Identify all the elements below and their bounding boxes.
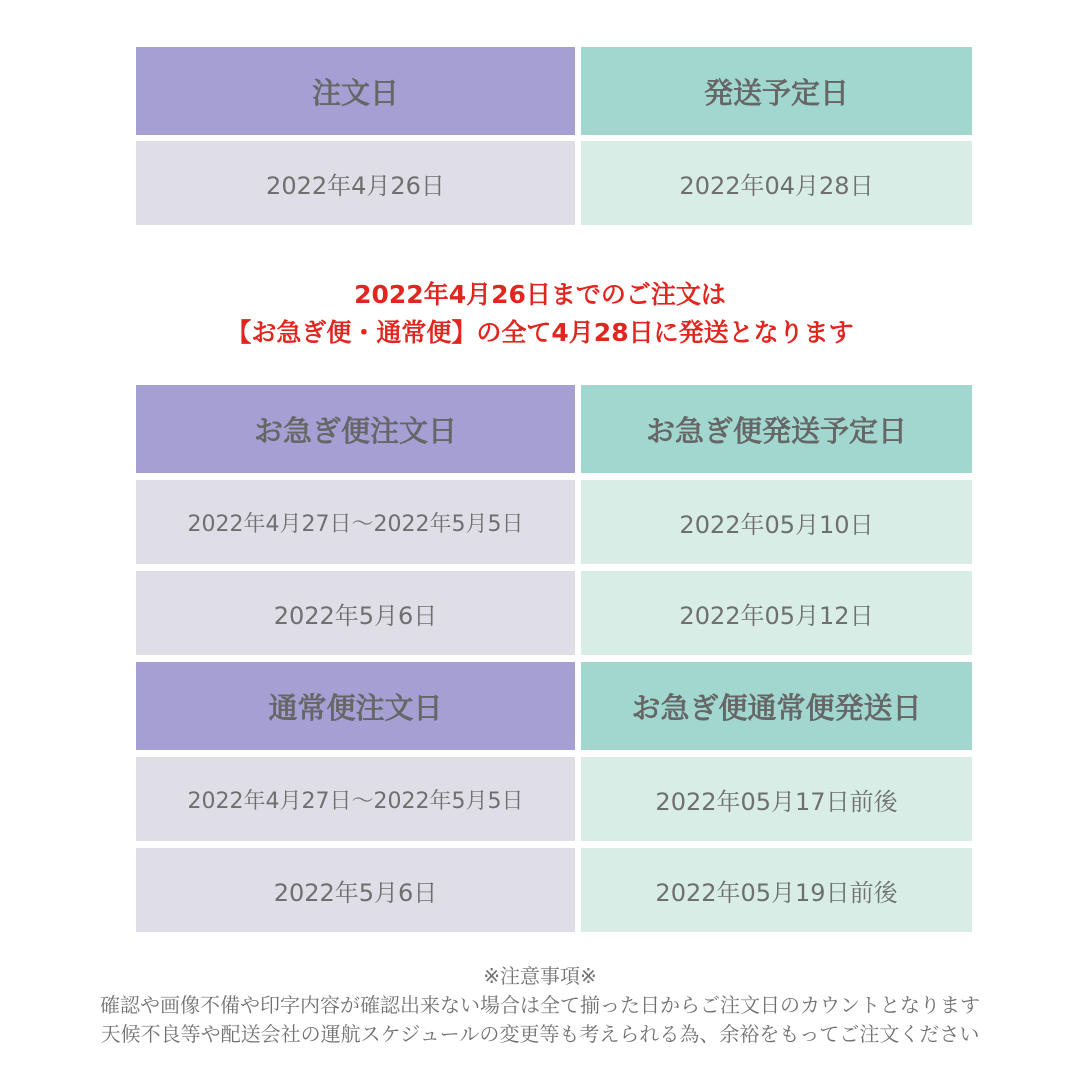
ship-date-header: 発送予定日 (581, 47, 972, 135)
regular-order-date-cell: 2022年4月27日～2022年5月5日 (136, 757, 575, 841)
ship-date-cell: 2022年04月28日 (581, 141, 972, 225)
regular-ship-date-cell: 2022年05月17日前後 (581, 757, 972, 841)
cautions (0, 962, 1080, 1049)
express-order-date-header: お急ぎ便注文日 (136, 385, 575, 473)
shipping-schedule-table (136, 385, 972, 932)
express-ship-date-header: お急ぎ便発送予定日 (581, 385, 972, 473)
caution-line-2: 天候不良等や配送会社の運航スケジュールの変更等も考えられる為、余裕をもってご注文ください (100, 1022, 980, 1046)
cautions-title: ※注意事項※ (483, 964, 597, 988)
notice-line-1: 2022年4月26日までのご注文は (354, 280, 726, 309)
order-date-header: 注文日 (136, 47, 575, 135)
express-ship-date-cell: 2022年05月12日 (581, 571, 972, 655)
regular-ship-date-header: お急ぎ便通常便発送日 (581, 662, 972, 750)
order-date-table (136, 47, 972, 225)
express-order-date-cell: 2022年5月6日 (136, 571, 575, 655)
shipping-notice (0, 276, 1080, 352)
regular-ship-date-cell: 2022年05月19日前後 (581, 848, 972, 932)
express-ship-date-cell: 2022年05月10日 (581, 480, 972, 564)
order-date-cell: 2022年4月26日 (136, 141, 575, 225)
express-order-date-cell: 2022年4月27日～2022年5月5日 (136, 480, 575, 564)
regular-order-date-header: 通常便注文日 (136, 662, 575, 750)
notice-line-2: 【お急ぎ便・通常便】の全て4月28日に発送となります (226, 318, 854, 347)
caution-line-1: 確認や画像不備や印字内容が確認出来ない場合は全て揃った日からご注文日のカウントとなります (100, 993, 980, 1017)
regular-order-date-cell: 2022年5月6日 (136, 848, 575, 932)
